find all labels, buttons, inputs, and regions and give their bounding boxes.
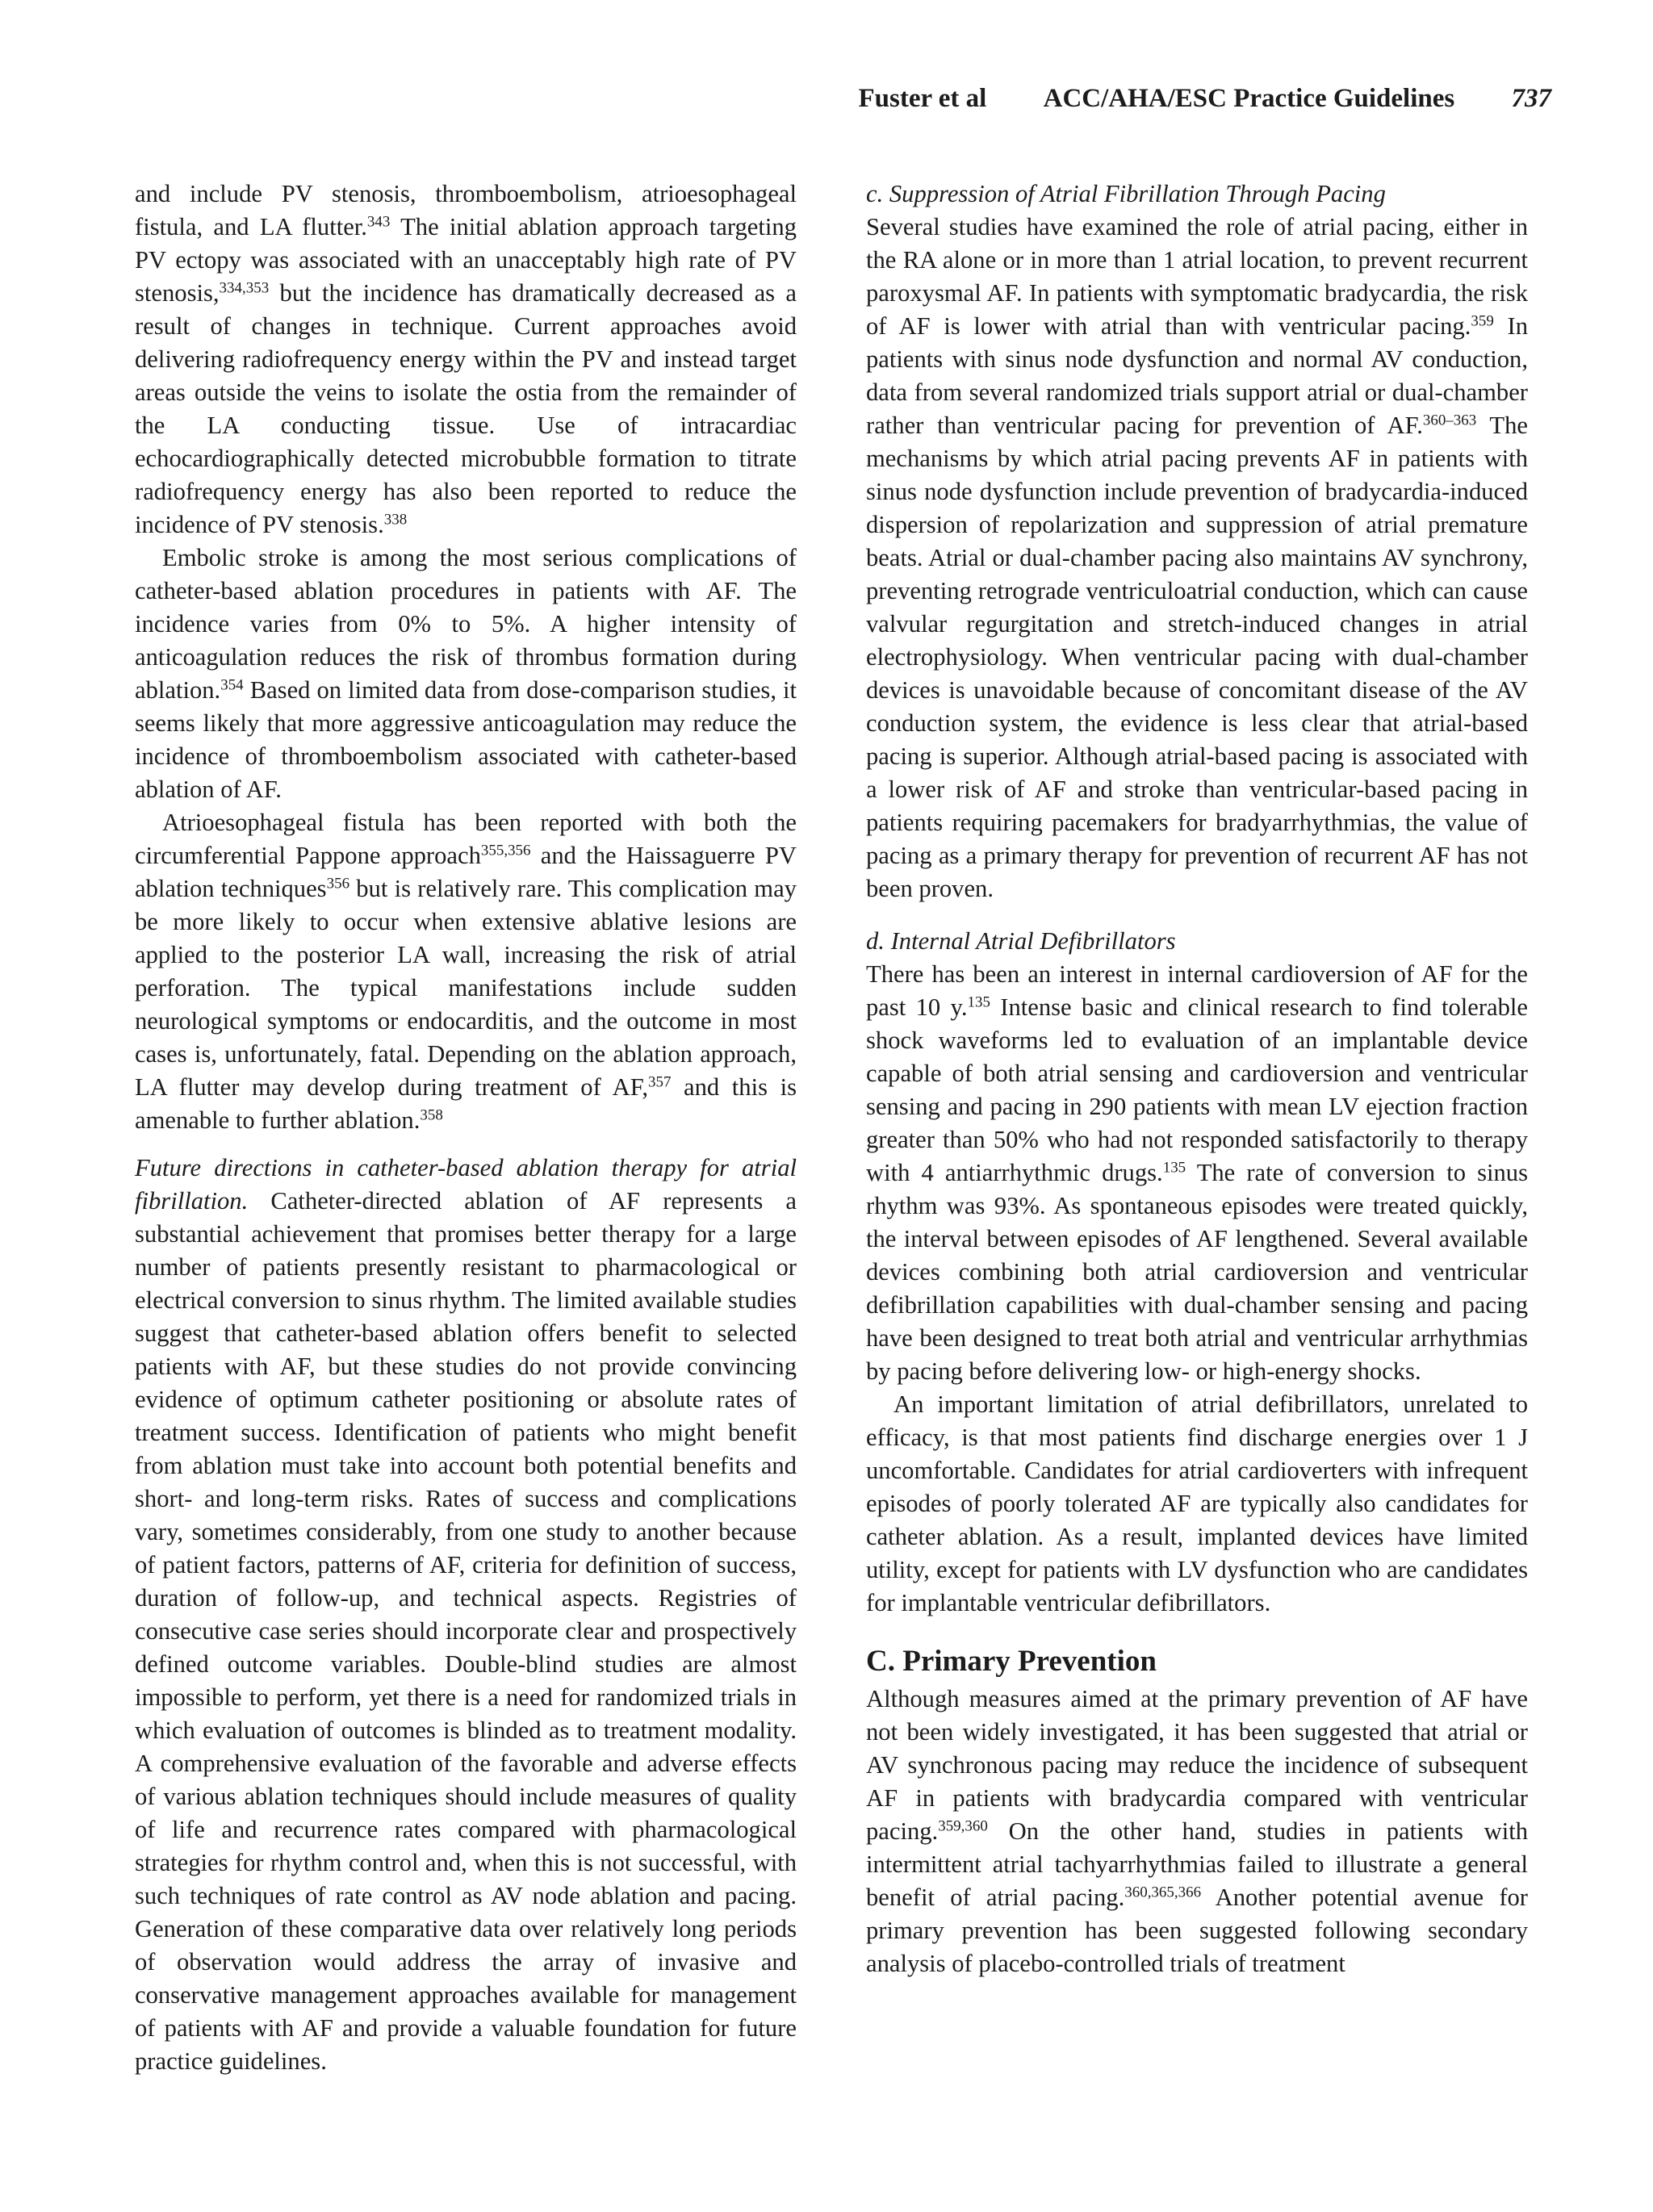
paragraph-atrioesophageal-fistula	[135, 806, 797, 1137]
text-run: Catheter-directed ablation of AF represents a substantial achievement that promises better therapy for a large number of patients presently resistant to pharmacological or electrical conversion to sinus rhythm. The limited available studies suggest that catheter-based ablation offers benefit to selected patients with AF, but these studies do not provide convincing evidence of optimum catheter positioning or absolute rates of treatment success. Identification of patients who might benefit from ablation must take into account both potential benefits and short- and long-term risks. Rates of success and complications vary, sometimes considerably, from one study to another because of patient factors, patterns of AF, criteria for definition of success, duration of follow-up, and technical aspects. Registries of consecutive case series should incorporate clear and prospectively defined outcome variables. Double-blind studies are almost impossible to perform, yet there is a need for randomized trials in which evaluation of outcomes is blinded as to treatment modality. A comprehensive evaluation of the favorable and adverse effects of various ablation techniques should include measures of quality of life and recurrence rates compared with pharmacological strategies for rhythm control and, when this is not successful, with such techniques of rate control as AV node ablation and pacing. Generation of these comparative data over relatively long periods of observation would address the array of invasive and conservative management approaches available for management of patients with AF and provide a valuable foundation for future practice guidelines.	[135, 1187, 797, 2075]
paragraph-embolic-stroke	[135, 542, 797, 806]
text-run: and include PV stenosis, thromboembolism, atrioesophageal fistula, and LA flutter.	[135, 180, 797, 240]
header-journal-title: ACC/AHA/ESC Practice Guidelines	[1043, 84, 1455, 113]
run-in-heading: Future directions in catheter-based ablation therapy for atrial fibrillation.	[135, 1154, 797, 1215]
citation: 360–363	[1422, 412, 1477, 429]
text-run: An important limitation of atrial defibrillators, unrelated to efficacy, is that most patients find discharge energies over 1 J uncomfortable. Candidates for atrial cardioverters with infrequent episodes of poorly tolerated AF are typically also candidates for catheter ablation. As a result, implanted devices have limited utility, except for patients with LV dysfunction who are candidates for implantable ventricular defibrillators.	[866, 1390, 1528, 1616]
text-run: Based on limited data from dose-comparison studies, it seems likely that more aggressive anticoagulation may reduce the incidence of thromboembolism associated with catheter-based ablation of AF.	[135, 676, 797, 803]
text-run: but the incidence has dramatically decreased as a result of changes in technique. Current approaches avoid delivering radiofrequency energy within the PV and instead target areas outside the veins to isolate the ostia from the remainder of the LA conducting tissue. Use of intracardiac echocardiographically detected microbubble formation to titrate radiofrequency energy has also been reported to reduce the incidence of PV stenosis.	[135, 279, 797, 538]
text-run: Embolic stroke is among the most serious complications of catheter-based ablation procedures in patients with AF. The incidence varies from 0% to 5%. A higher intensity of anticoagulation reduces the risk of thrombus formation during ablation.	[135, 544, 797, 704]
citation: 360,365,366	[1124, 1884, 1202, 1901]
text-run: Although measures aimed at the primary prevention of AF have not been widely investigated, it has been suggested that atrial or AV synchronous pacing may reduce the incidence of subsequent AF in patients with bradycardia compared with ventricular pacing.	[866, 1685, 1528, 1845]
paragraph-atrial-pacing	[866, 211, 1528, 905]
citation: 354	[220, 676, 244, 694]
section-heading-primary-prevention: C. Primary Prevention	[866, 1645, 1157, 1678]
text-run: Another potential avenue for primary prevention has been suggested following secondary analysis of placebo-controlled trials of treatment	[866, 1884, 1528, 1977]
text-run: Several studies have examined the role of atrial pacing, either in the RA alone or in more than 1 atrial location, to prevent recurrent paroxysmal AF. In patients with symptomatic bradycardia, the risk of AF is lower with atrial than with ventricular pacing.	[866, 213, 1528, 340]
citation: 355,356	[480, 842, 531, 859]
paragraph-defibrillator-limitation	[866, 1388, 1528, 1620]
citation: 343	[366, 213, 391, 231]
citation: 334,353	[219, 279, 270, 297]
citation: 356	[326, 875, 350, 893]
text-run: The initial ablation approach targeting PV ectopy was associated with an unacceptably high rate of PV stenosis,	[135, 213, 797, 307]
paragraph-primary-prevention	[866, 1683, 1528, 1980]
text-run: but is relatively rare. This complication may be more likely to occur when extensive ablative lesions are applied to the posterior LA wall, increasing the risk of atrial perforation. The typical manifestations include sudden neurological symptoms or endocarditis, and the outcome in most cases is, unfortunately, fatal. Depending on the ablation approach, LA flutter may develop during treatment of AF,	[135, 875, 797, 1101]
text-run: Atrioesophageal fistula has been reported with both the circumferential Pappone approach	[135, 809, 797, 869]
subsection-heading-pacing: c. Suppression of Atrial Fibrillation Through Pacing	[866, 180, 1386, 207]
running-header	[859, 84, 1552, 114]
citation: 135	[1162, 1159, 1186, 1177]
citation: 359	[1471, 312, 1494, 330]
citation: 357	[647, 1073, 672, 1091]
text-run: In patients with sinus node dysfunction and normal AV conduction, data from several randomized trials support atrial or dual-chamber rather than ventricular pacing for prevention of AF.	[866, 312, 1528, 439]
text-run: Intense basic and clinical research to find tolerable shock waveforms led to evaluation of an implantable device capable of both atrial sensing and cardioversion and ventricular sensing and pacing in 290 patients with mean LV ejection fraction greater than 50% who had not responded satisfactorily to therapy with 4 antiarrhythmic drugs.	[866, 993, 1528, 1186]
text-run: The rate of conversion to sinus rhythm was 93%. As spontaneous episodes were treated quickly, the interval between episodes of AF lengthened. Several available devices combining both atrial cardioversion and ventricular defibrillation capabilities with dual-chamber sensing and pacing have been designed to treat both atrial and ventricular arrhythmias by pacing before delivering low- or high-energy shocks.	[866, 1159, 1528, 1385]
citation: 135	[967, 993, 990, 1011]
text-run: and this is amenable to further ablation.	[135, 1073, 797, 1134]
paragraph-future-directions	[135, 1152, 797, 2078]
header-page-number: 737	[1511, 84, 1551, 113]
citation: 358	[420, 1106, 443, 1124]
text-run: The mechanisms by which atrial pacing prevents AF in patients with sinus node dysfunction include prevention of bradycardia-induced dispersion of repolarization and suppression of atrial premature beats. Atrial or dual-chamber pacing also maintains AV synchrony, preventing retrograde ventriculoatrial conduction, which can cause valvular regurgitation and stretch-induced changes in atrial electrophysiology. When ventricular pacing with dual-chamber devices is unavoidable because of concomitant disease of the AV conduction system, the evidence is less clear that atrial-based pacing is superior. Although atrial-based pacing is associated with a lower risk of AF and stroke than ventricular-based pacing in patients requiring pacemakers for bradyarrhythmias, the value of pacing as a primary therapy for prevention of recurrent AF has not been proven.	[866, 412, 1528, 902]
text-run: and the Haissaguerre PV ablation techniques	[135, 842, 797, 902]
citation: 359,360	[938, 1817, 988, 1835]
text-run: There has been an interest in internal cardioversion of AF for the past 10 y.	[866, 960, 1528, 1021]
subsection-heading-defibrillators: d. Internal Atrial Defibrillators	[866, 927, 1176, 955]
left-column	[135, 178, 797, 2078]
right-column	[866, 178, 1528, 1980]
paragraph-pv-stenosis	[135, 178, 797, 542]
header-authors: Fuster et al	[858, 84, 987, 113]
text-run: On the other hand, studies in patients with intermittent atrial tachyarrhythmias failed to illustrate a general benefit of atrial pacing.	[866, 1817, 1528, 1911]
paragraph-internal-cardioversion	[866, 958, 1528, 1388]
citation: 338	[383, 511, 408, 529]
